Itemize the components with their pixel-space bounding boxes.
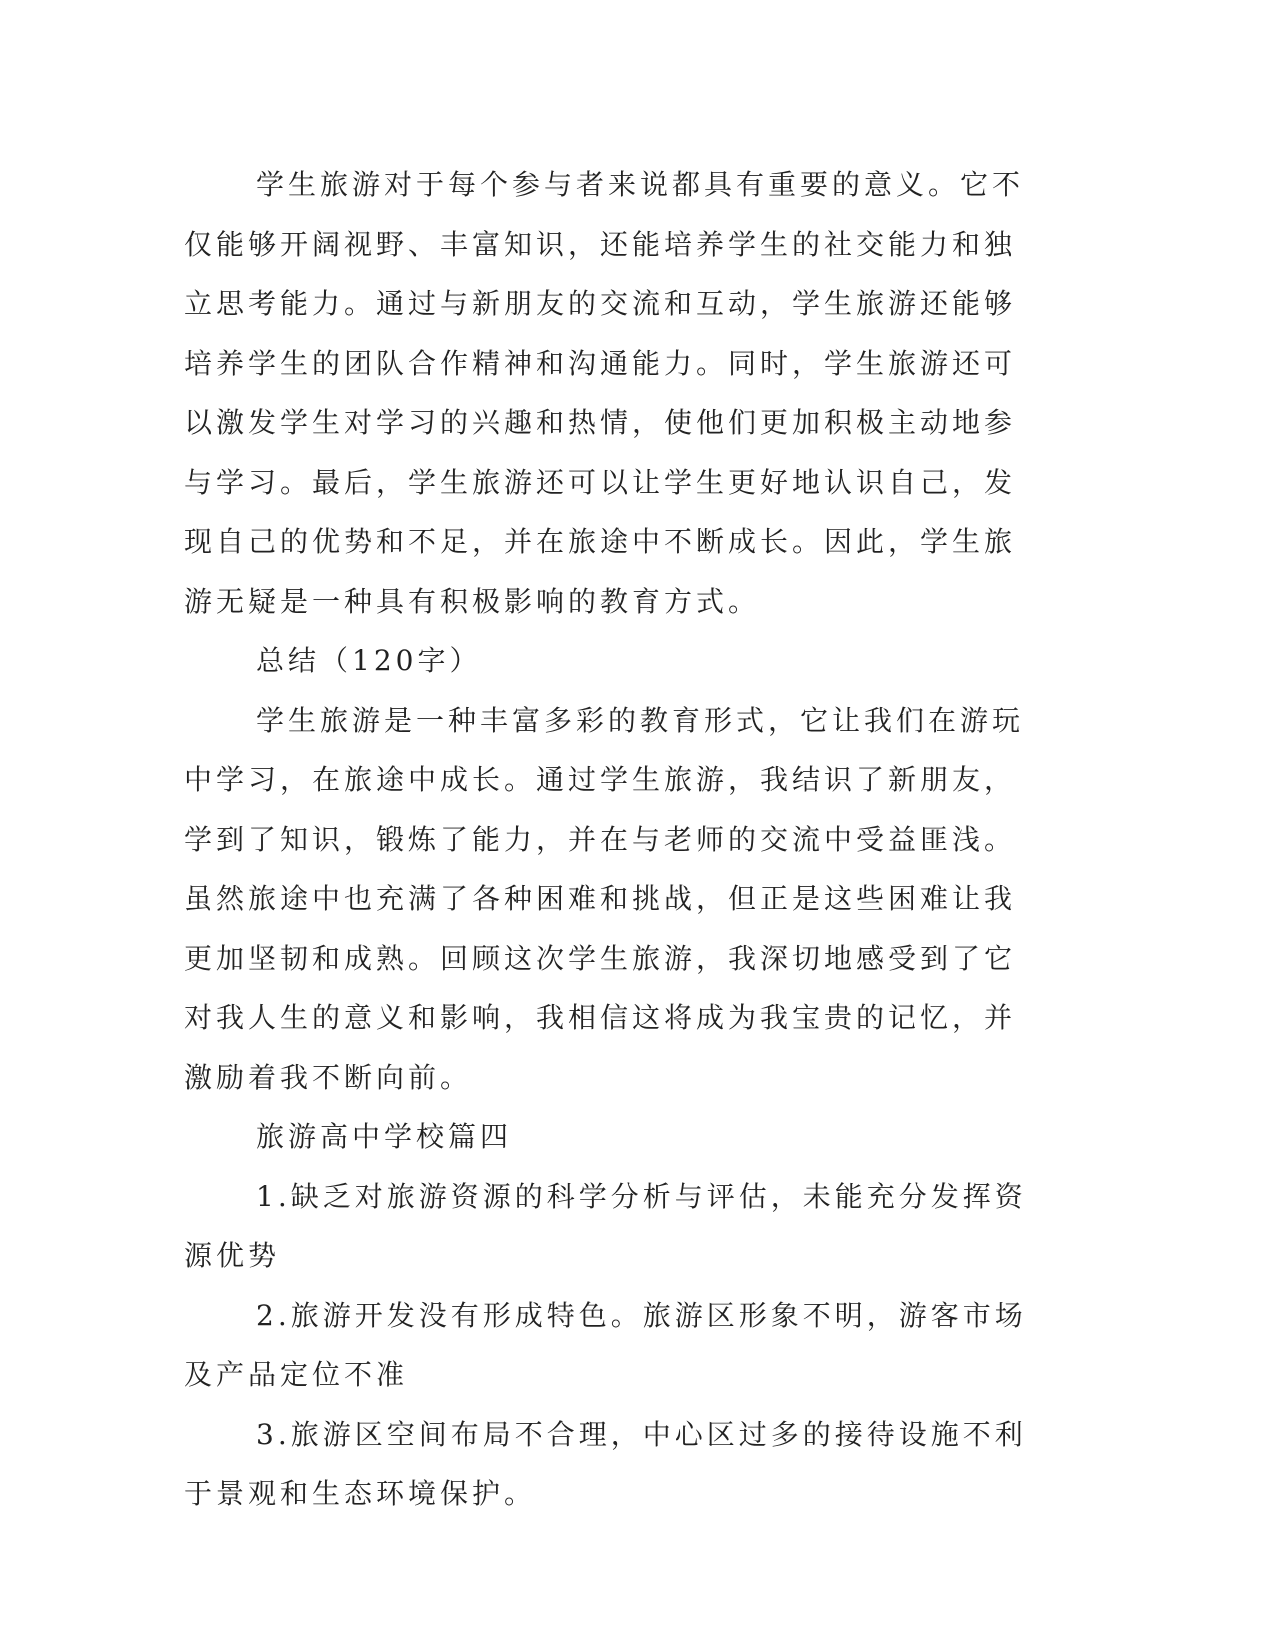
paragraph-summary: 学生旅游是一种丰富多彩的教育形式，它让我们在游玩中学习，在旅途中成长。通过学生旅游，我结识了新朋友，学到了知识，锻炼了能力，并在与老师的交流中受益匪浅。虽然旅途中也充满了各种困难和挑战，但正是这些困难让我更加坚韧和成熟。回顾这次学生旅游，我深切地感受到了它对我人生的意义和影响，我相信这将成为我宝贵的记忆，并激励着我不断向前。 xyxy=(184,703,1025,1094)
document-body xyxy=(184,155,1044,1524)
heading-summary: 总结（120字） xyxy=(256,644,482,677)
paragraph-significance: 学生旅游对于每个参与者来说都具有重要的意义。它不仅能够开阔视野、丰富知识，还能培养学生的社交能力和独立思考能力。通过与新朋友的交流和互动，学生旅游还能够培养学生的团队合作精神和沟通能力。同时，学生旅游还可以激发学生对学习的兴趣和热情，使他们更加积极主动地参与学习。最后，学生旅游还可以让学生更好地认识自己，发现自己的优势和不足，并在旅途中不断成长。因此，学生旅游无疑是一种具有积极影响的教育方式。 xyxy=(184,168,1025,618)
list-item-1: 1.缺乏对旅游资源的科学分析与评估，未能充分发挥资源优势 xyxy=(184,1179,1027,1272)
list-item-2: 2.旅游开发没有形成特色。旅游区形象不明，游客市场及产品定位不准 xyxy=(184,1298,1027,1391)
list-item-3: 3.旅游区空间布局不合理，中心区过多的接待设施不利于景观和生态环境保护。 xyxy=(184,1417,1027,1510)
heading-section-four: 旅游高中学校篇四 xyxy=(256,1120,513,1153)
